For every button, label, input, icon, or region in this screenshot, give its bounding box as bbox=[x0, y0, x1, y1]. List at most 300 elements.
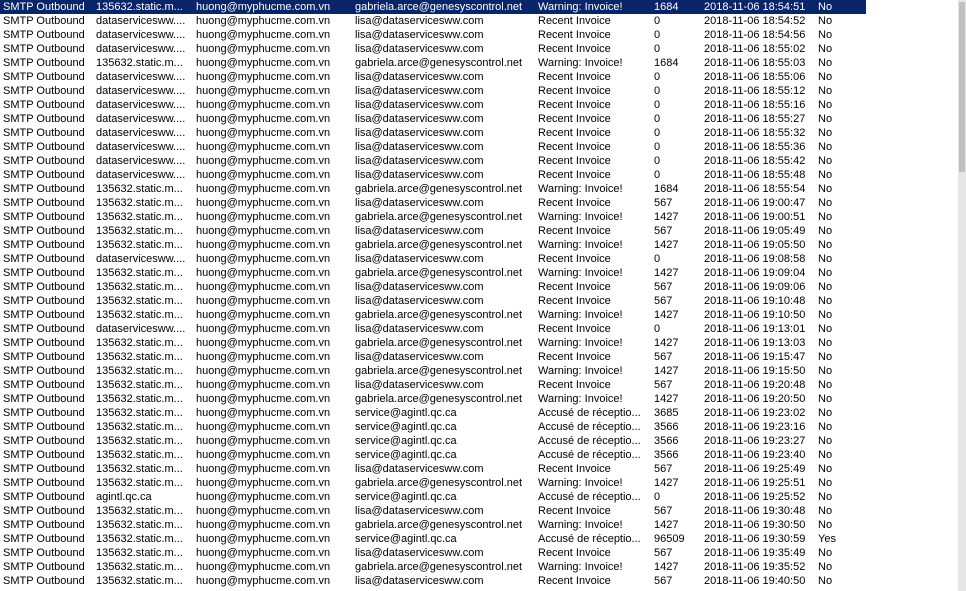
service-cell: SMTP Outbound bbox=[3, 575, 85, 587]
sender-cell: huong@myphucme.com.vn bbox=[196, 15, 331, 27]
timestamp-cell: 2018-11-06 19:35:49 bbox=[704, 547, 806, 559]
subject-cell: Recent Invoice bbox=[538, 197, 611, 209]
message-row[interactable] bbox=[0, 70, 958, 84]
flag-cell: No bbox=[818, 463, 833, 475]
service-cell: SMTP Outbound bbox=[3, 57, 85, 69]
size-cell: 3566 bbox=[654, 449, 679, 461]
size-cell: 567 bbox=[654, 547, 673, 559]
flag-cell: No bbox=[818, 575, 833, 587]
sender-cell: huong@myphucme.com.vn bbox=[196, 407, 331, 419]
flag-cell: No bbox=[818, 421, 833, 433]
service-cell: SMTP Outbound bbox=[3, 547, 85, 559]
host-cell: 135632.static.m... bbox=[96, 281, 183, 293]
flag-cell: No bbox=[818, 477, 833, 489]
sender-cell: huong@myphucme.com.vn bbox=[196, 421, 331, 433]
recipient-cell: service@agintl.qc.ca bbox=[355, 449, 457, 461]
sender-cell: huong@myphucme.com.vn bbox=[196, 351, 331, 363]
timestamp-cell: 2018-11-06 18:54:51 bbox=[704, 1, 806, 13]
subject-cell: Warning: Invoice! bbox=[538, 393, 623, 405]
timestamp-cell: 2018-11-06 18:55:32 bbox=[704, 127, 806, 139]
host-cell: 135632.static.m... bbox=[96, 211, 183, 223]
service-cell: SMTP Outbound bbox=[3, 127, 85, 139]
sender-cell: huong@myphucme.com.vn bbox=[196, 575, 331, 587]
service-cell: SMTP Outbound bbox=[3, 211, 85, 223]
flag-cell: No bbox=[818, 99, 833, 111]
sender-cell: huong@myphucme.com.vn bbox=[196, 379, 331, 391]
subject-cell: Recent Invoice bbox=[538, 281, 611, 293]
size-cell: 96509 bbox=[654, 533, 685, 545]
sender-cell: huong@myphucme.com.vn bbox=[196, 141, 331, 153]
subject-cell: Warning: Invoice! bbox=[538, 239, 623, 251]
sender-cell: huong@myphucme.com.vn bbox=[196, 85, 331, 97]
message-row[interactable] bbox=[0, 546, 958, 560]
message-row[interactable] bbox=[0, 350, 958, 364]
message-row[interactable] bbox=[0, 182, 958, 196]
recipient-cell: lisa@dataservicesww.com bbox=[355, 197, 484, 209]
vertical-scrollbar[interactable] bbox=[958, 0, 966, 591]
service-cell: SMTP Outbound bbox=[3, 43, 85, 55]
subject-cell: Recent Invoice bbox=[538, 295, 611, 307]
subject-cell: Warning: Invoice! bbox=[538, 519, 623, 531]
subject-cell: Recent Invoice bbox=[538, 505, 611, 517]
timestamp-cell: 2018-11-06 18:55:54 bbox=[704, 183, 806, 195]
flag-cell: No bbox=[818, 337, 833, 349]
message-row[interactable] bbox=[0, 420, 958, 434]
service-cell: SMTP Outbound bbox=[3, 225, 85, 237]
subject-cell: Recent Invoice bbox=[538, 379, 611, 391]
message-row[interactable] bbox=[0, 126, 958, 140]
timestamp-cell: 2018-11-06 19:30:59 bbox=[704, 533, 806, 545]
sender-cell: huong@myphucme.com.vn bbox=[196, 71, 331, 83]
subject-cell: Accusé de réceptio... bbox=[538, 435, 641, 447]
size-cell: 0 bbox=[654, 127, 661, 139]
timestamp-cell: 2018-11-06 19:23:40 bbox=[704, 449, 806, 461]
service-cell: SMTP Outbound bbox=[3, 449, 85, 461]
host-cell: dataservicesww.... bbox=[96, 99, 186, 111]
service-cell: SMTP Outbound bbox=[3, 309, 85, 321]
size-cell: 0 bbox=[654, 99, 661, 111]
size-cell: 1427 bbox=[654, 365, 679, 377]
sender-cell: huong@myphucme.com.vn bbox=[196, 295, 331, 307]
service-cell: SMTP Outbound bbox=[3, 533, 85, 545]
sender-cell: huong@myphucme.com.vn bbox=[196, 337, 331, 349]
host-cell: 135632.static.m... bbox=[96, 225, 183, 237]
subject-cell: Recent Invoice bbox=[538, 15, 611, 27]
subject-cell: Warning: Invoice! bbox=[538, 337, 623, 349]
host-cell: 135632.static.m... bbox=[96, 1, 183, 13]
host-cell: dataservicesww.... bbox=[96, 15, 186, 27]
sender-cell: huong@myphucme.com.vn bbox=[196, 477, 331, 489]
sender-cell: huong@myphucme.com.vn bbox=[196, 463, 331, 475]
service-cell: SMTP Outbound bbox=[3, 491, 85, 503]
message-row[interactable] bbox=[0, 98, 958, 112]
size-cell: 0 bbox=[654, 43, 661, 55]
host-cell: 135632.static.m... bbox=[96, 351, 183, 363]
timestamp-cell: 2018-11-06 19:09:04 bbox=[704, 267, 806, 279]
service-cell: SMTP Outbound bbox=[3, 379, 85, 391]
recipient-cell: gabriela.arce@genesyscontrol.net bbox=[355, 393, 523, 405]
host-cell: 135632.static.m... bbox=[96, 533, 183, 545]
host-cell: 135632.static.m... bbox=[96, 505, 183, 517]
subject-cell: Accusé de réceptio... bbox=[538, 533, 641, 545]
message-row[interactable] bbox=[0, 210, 958, 224]
timestamp-cell: 2018-11-06 18:55:48 bbox=[704, 169, 806, 181]
timestamp-cell: 2018-11-06 19:00:47 bbox=[704, 197, 806, 209]
host-cell: 135632.static.m... bbox=[96, 57, 183, 69]
sender-cell: huong@myphucme.com.vn bbox=[196, 183, 331, 195]
message-row[interactable] bbox=[0, 336, 958, 350]
host-cell: dataservicesww.... bbox=[96, 155, 186, 167]
recipient-cell: lisa@dataservicesww.com bbox=[355, 85, 484, 97]
size-cell: 567 bbox=[654, 379, 673, 391]
subject-cell: Recent Invoice bbox=[538, 575, 611, 587]
recipient-cell: gabriela.arce@genesyscontrol.net bbox=[355, 365, 523, 377]
timestamp-cell: 2018-11-06 19:30:48 bbox=[704, 505, 806, 517]
recipient-cell: lisa@dataservicesww.com bbox=[355, 575, 484, 587]
service-cell: SMTP Outbound bbox=[3, 141, 85, 153]
timestamp-cell: 2018-11-06 18:55:27 bbox=[704, 113, 806, 125]
timestamp-cell: 2018-11-06 18:54:52 bbox=[704, 15, 806, 27]
subject-cell: Recent Invoice bbox=[538, 71, 611, 83]
flag-cell: No bbox=[818, 197, 833, 209]
recipient-cell: service@agintl.qc.ca bbox=[355, 491, 457, 503]
flag-cell: No bbox=[818, 561, 833, 573]
timestamp-cell: 2018-11-06 19:05:50 bbox=[704, 239, 806, 251]
recipient-cell: lisa@dataservicesww.com bbox=[355, 29, 484, 41]
timestamp-cell: 2018-11-06 19:25:49 bbox=[704, 463, 806, 475]
subject-cell: Recent Invoice bbox=[538, 323, 611, 335]
host-cell: dataservicesww.... bbox=[96, 323, 186, 335]
message-row[interactable] bbox=[0, 490, 958, 504]
host-cell: dataservicesww.... bbox=[96, 141, 186, 153]
recipient-cell: service@agintl.qc.ca bbox=[355, 407, 457, 419]
recipient-cell: lisa@dataservicesww.com bbox=[355, 141, 484, 153]
timestamp-cell: 2018-11-06 19:23:16 bbox=[704, 421, 806, 433]
recipient-cell: gabriela.arce@genesyscontrol.net bbox=[355, 1, 523, 13]
message-row[interactable] bbox=[0, 0, 958, 14]
timestamp-cell: 2018-11-06 19:08:58 bbox=[704, 253, 806, 265]
sender-cell: huong@myphucme.com.vn bbox=[196, 533, 331, 545]
recipient-cell: gabriela.arce@genesyscontrol.net bbox=[355, 57, 523, 69]
message-row[interactable] bbox=[0, 308, 958, 322]
sender-cell: huong@myphucme.com.vn bbox=[196, 211, 331, 223]
size-cell: 0 bbox=[654, 253, 661, 265]
flag-cell: No bbox=[818, 43, 833, 55]
recipient-cell: lisa@dataservicesww.com bbox=[355, 351, 484, 363]
host-cell: 135632.static.m... bbox=[96, 407, 183, 419]
recipient-cell: lisa@dataservicesww.com bbox=[355, 505, 484, 517]
flag-cell: No bbox=[818, 57, 833, 69]
sender-cell: huong@myphucme.com.vn bbox=[196, 225, 331, 237]
message-row[interactable] bbox=[0, 224, 958, 238]
recipient-cell: lisa@dataservicesww.com bbox=[355, 281, 484, 293]
timestamp-cell: 2018-11-06 19:25:51 bbox=[704, 477, 806, 489]
subject-cell: Accusé de réceptio... bbox=[538, 421, 641, 433]
message-row[interactable] bbox=[0, 406, 958, 420]
service-cell: SMTP Outbound bbox=[3, 85, 85, 97]
message-row[interactable] bbox=[0, 322, 958, 336]
flag-cell: No bbox=[818, 225, 833, 237]
message-row[interactable] bbox=[0, 168, 958, 182]
flag-cell: No bbox=[818, 351, 833, 363]
service-cell: SMTP Outbound bbox=[3, 393, 85, 405]
timestamp-cell: 2018-11-06 19:35:52 bbox=[704, 561, 806, 573]
recipient-cell: lisa@dataservicesww.com bbox=[355, 169, 484, 181]
size-cell: 0 bbox=[654, 29, 661, 41]
flag-cell: No bbox=[818, 505, 833, 517]
subject-cell: Recent Invoice bbox=[538, 99, 611, 111]
host-cell: 135632.static.m... bbox=[96, 435, 183, 447]
sender-cell: huong@myphucme.com.vn bbox=[196, 309, 331, 321]
service-cell: SMTP Outbound bbox=[3, 561, 85, 573]
subject-cell: Recent Invoice bbox=[538, 169, 611, 181]
message-row[interactable] bbox=[0, 574, 958, 588]
host-cell: 135632.static.m... bbox=[96, 449, 183, 461]
message-row[interactable] bbox=[0, 532, 958, 546]
sender-cell: huong@myphucme.com.vn bbox=[196, 281, 331, 293]
service-cell: SMTP Outbound bbox=[3, 407, 85, 419]
recipient-cell: lisa@dataservicesww.com bbox=[355, 113, 484, 125]
recipient-cell: gabriela.arce@genesyscontrol.net bbox=[355, 211, 523, 223]
size-cell: 1427 bbox=[654, 561, 679, 573]
flag-cell: No bbox=[818, 15, 833, 27]
subject-cell: Recent Invoice bbox=[538, 127, 611, 139]
service-cell: SMTP Outbound bbox=[3, 71, 85, 83]
message-row[interactable] bbox=[0, 434, 958, 448]
subject-cell: Warning: Invoice! bbox=[538, 561, 623, 573]
flag-cell: No bbox=[818, 379, 833, 391]
recipient-cell: service@agintl.qc.ca bbox=[355, 421, 457, 433]
recipient-cell: gabriela.arce@genesyscontrol.net bbox=[355, 183, 523, 195]
message-row[interactable] bbox=[0, 462, 958, 476]
subject-cell: Recent Invoice bbox=[538, 225, 611, 237]
size-cell: 3566 bbox=[654, 421, 679, 433]
message-row[interactable] bbox=[0, 280, 958, 294]
subject-cell: Recent Invoice bbox=[538, 85, 611, 97]
recipient-cell: lisa@dataservicesww.com bbox=[355, 379, 484, 391]
host-cell: 135632.static.m... bbox=[96, 309, 183, 321]
subject-cell: Warning: Invoice! bbox=[538, 309, 623, 321]
subject-cell: Recent Invoice bbox=[538, 547, 611, 559]
timestamp-cell: 2018-11-06 19:23:27 bbox=[704, 435, 806, 447]
flag-cell: No bbox=[818, 435, 833, 447]
message-row[interactable] bbox=[0, 504, 958, 518]
subject-cell: Recent Invoice bbox=[538, 155, 611, 167]
recipient-cell: lisa@dataservicesww.com bbox=[355, 43, 484, 55]
service-cell: SMTP Outbound bbox=[3, 519, 85, 531]
message-row[interactable] bbox=[0, 42, 958, 56]
subject-cell: Recent Invoice bbox=[538, 43, 611, 55]
recipient-cell: lisa@dataservicesww.com bbox=[355, 225, 484, 237]
timestamp-cell: 2018-11-06 19:25:52 bbox=[704, 491, 806, 503]
host-cell: dataservicesww.... bbox=[96, 71, 186, 83]
flag-cell: No bbox=[818, 183, 833, 195]
sender-cell: huong@myphucme.com.vn bbox=[196, 127, 331, 139]
host-cell: dataservicesww.... bbox=[96, 127, 186, 139]
message-row[interactable] bbox=[0, 56, 958, 70]
timestamp-cell: 2018-11-06 18:55:42 bbox=[704, 155, 806, 167]
sender-cell: huong@myphucme.com.vn bbox=[196, 491, 331, 503]
message-row[interactable] bbox=[0, 84, 958, 98]
sender-cell: huong@myphucme.com.vn bbox=[196, 29, 331, 41]
service-cell: SMTP Outbound bbox=[3, 169, 85, 181]
size-cell: 567 bbox=[654, 281, 673, 293]
recipient-cell: lisa@dataservicesww.com bbox=[355, 323, 484, 335]
flag-cell: No bbox=[818, 211, 833, 223]
timestamp-cell: 2018-11-06 19:09:06 bbox=[704, 281, 806, 293]
sender-cell: huong@myphucme.com.vn bbox=[196, 561, 331, 573]
size-cell: 1427 bbox=[654, 309, 679, 321]
host-cell: 135632.static.m... bbox=[96, 197, 183, 209]
service-cell: SMTP Outbound bbox=[3, 281, 85, 293]
timestamp-cell: 2018-11-06 19:10:50 bbox=[704, 309, 806, 321]
timestamp-cell: 2018-11-06 19:15:50 bbox=[704, 365, 806, 377]
service-cell: SMTP Outbound bbox=[3, 99, 85, 111]
recipient-cell: service@agintl.qc.ca bbox=[355, 435, 457, 447]
service-cell: SMTP Outbound bbox=[3, 295, 85, 307]
message-row[interactable] bbox=[0, 294, 958, 308]
recipient-cell: lisa@dataservicesww.com bbox=[355, 99, 484, 111]
recipient-cell: gabriela.arce@genesyscontrol.net bbox=[355, 519, 523, 531]
recipient-cell: lisa@dataservicesww.com bbox=[355, 155, 484, 167]
recipient-cell: gabriela.arce@genesyscontrol.net bbox=[355, 561, 523, 573]
message-row[interactable] bbox=[0, 196, 958, 210]
flag-cell: Yes bbox=[818, 533, 836, 545]
size-cell: 0 bbox=[654, 71, 661, 83]
recipient-cell: gabriela.arce@genesyscontrol.net bbox=[355, 337, 523, 349]
timestamp-cell: 2018-11-06 19:23:02 bbox=[704, 407, 806, 419]
message-row[interactable] bbox=[0, 448, 958, 462]
service-cell: SMTP Outbound bbox=[3, 421, 85, 433]
message-row[interactable] bbox=[0, 266, 958, 280]
timestamp-cell: 2018-11-06 19:20:50 bbox=[704, 393, 806, 405]
size-cell: 3685 bbox=[654, 407, 679, 419]
flag-cell: No bbox=[818, 239, 833, 251]
size-cell: 1684 bbox=[654, 1, 679, 13]
message-row[interactable] bbox=[0, 560, 958, 574]
sender-cell: huong@myphucme.com.vn bbox=[196, 253, 331, 265]
scrollbar-thumb[interactable] bbox=[959, 2, 965, 172]
message-row[interactable] bbox=[0, 476, 958, 490]
host-cell: 135632.static.m... bbox=[96, 393, 183, 405]
service-cell: SMTP Outbound bbox=[3, 337, 85, 349]
host-cell: dataservicesww.... bbox=[96, 253, 186, 265]
size-cell: 1427 bbox=[654, 337, 679, 349]
flag-cell: No bbox=[818, 365, 833, 377]
service-cell: SMTP Outbound bbox=[3, 113, 85, 125]
message-row[interactable] bbox=[0, 252, 958, 266]
size-cell: 1427 bbox=[654, 211, 679, 223]
service-cell: SMTP Outbound bbox=[3, 365, 85, 377]
host-cell: 135632.static.m... bbox=[96, 421, 183, 433]
sender-cell: huong@myphucme.com.vn bbox=[196, 43, 331, 55]
size-cell: 1427 bbox=[654, 477, 679, 489]
timestamp-cell: 2018-11-06 19:05:49 bbox=[704, 225, 806, 237]
timestamp-cell: 2018-11-06 18:55:36 bbox=[704, 141, 806, 153]
recipient-cell: lisa@dataservicesww.com bbox=[355, 71, 484, 83]
service-cell: SMTP Outbound bbox=[3, 253, 85, 265]
flag-cell: No bbox=[818, 85, 833, 97]
message-row[interactable] bbox=[0, 364, 958, 378]
service-cell: SMTP Outbound bbox=[3, 267, 85, 279]
host-cell: 135632.static.m... bbox=[96, 183, 183, 195]
size-cell: 567 bbox=[654, 225, 673, 237]
service-cell: SMTP Outbound bbox=[3, 29, 85, 41]
timestamp-cell: 2018-11-06 19:30:50 bbox=[704, 519, 806, 531]
subject-cell: Accusé de réceptio... bbox=[538, 449, 641, 461]
sender-cell: huong@myphucme.com.vn bbox=[196, 505, 331, 517]
host-cell: dataservicesww.... bbox=[96, 113, 186, 125]
message-row[interactable] bbox=[0, 392, 958, 406]
flag-cell: No bbox=[818, 267, 833, 279]
message-row[interactable] bbox=[0, 238, 958, 252]
service-cell: SMTP Outbound bbox=[3, 183, 85, 195]
size-cell: 567 bbox=[654, 463, 673, 475]
flag-cell: No bbox=[818, 547, 833, 559]
size-cell: 1684 bbox=[654, 57, 679, 69]
size-cell: 0 bbox=[654, 15, 661, 27]
message-row[interactable] bbox=[0, 140, 958, 154]
message-row[interactable] bbox=[0, 112, 958, 126]
flag-cell: No bbox=[818, 281, 833, 293]
flag-cell: No bbox=[818, 29, 833, 41]
size-cell: 0 bbox=[654, 113, 661, 125]
subject-cell: Recent Invoice bbox=[538, 29, 611, 41]
host-cell: 135632.static.m... bbox=[96, 547, 183, 559]
subject-cell: Recent Invoice bbox=[538, 463, 611, 475]
size-cell: 0 bbox=[654, 141, 661, 153]
host-cell: 135632.static.m... bbox=[96, 337, 183, 349]
service-cell: SMTP Outbound bbox=[3, 197, 85, 209]
timestamp-cell: 2018-11-06 18:54:56 bbox=[704, 29, 806, 41]
flag-cell: No bbox=[818, 169, 833, 181]
recipient-cell: lisa@dataservicesww.com bbox=[355, 463, 484, 475]
service-cell: SMTP Outbound bbox=[3, 155, 85, 167]
message-row[interactable] bbox=[0, 154, 958, 168]
host-cell: 135632.static.m... bbox=[96, 561, 183, 573]
subject-cell: Recent Invoice bbox=[538, 351, 611, 363]
sender-cell: huong@myphucme.com.vn bbox=[196, 155, 331, 167]
size-cell: 567 bbox=[654, 575, 673, 587]
timestamp-cell: 2018-11-06 18:55:12 bbox=[704, 85, 806, 97]
service-cell: SMTP Outbound bbox=[3, 239, 85, 251]
subject-cell: Accusé de réceptio... bbox=[538, 407, 641, 419]
subject-cell: Recent Invoice bbox=[538, 113, 611, 125]
message-row[interactable] bbox=[0, 14, 958, 28]
host-cell: 135632.static.m... bbox=[96, 267, 183, 279]
flag-cell: No bbox=[818, 155, 833, 167]
recipient-cell: lisa@dataservicesww.com bbox=[355, 295, 484, 307]
message-row[interactable] bbox=[0, 28, 958, 42]
host-cell: 135632.static.m... bbox=[96, 463, 183, 475]
sender-cell: huong@myphucme.com.vn bbox=[196, 323, 331, 335]
size-cell: 3566 bbox=[654, 435, 679, 447]
message-row[interactable] bbox=[0, 378, 958, 392]
size-cell: 0 bbox=[654, 155, 661, 167]
flag-cell: No bbox=[818, 449, 833, 461]
size-cell: 0 bbox=[654, 85, 661, 97]
size-cell: 0 bbox=[654, 491, 661, 503]
recipient-cell: lisa@dataservicesww.com bbox=[355, 127, 484, 139]
service-cell: SMTP Outbound bbox=[3, 1, 85, 13]
service-cell: SMTP Outbound bbox=[3, 505, 85, 517]
message-row[interactable] bbox=[0, 518, 958, 532]
timestamp-cell: 2018-11-06 19:13:01 bbox=[704, 323, 806, 335]
flag-cell: No bbox=[818, 407, 833, 419]
size-cell: 567 bbox=[654, 295, 673, 307]
host-cell: 135632.static.m... bbox=[96, 365, 183, 377]
sender-cell: huong@myphucme.com.vn bbox=[196, 169, 331, 181]
